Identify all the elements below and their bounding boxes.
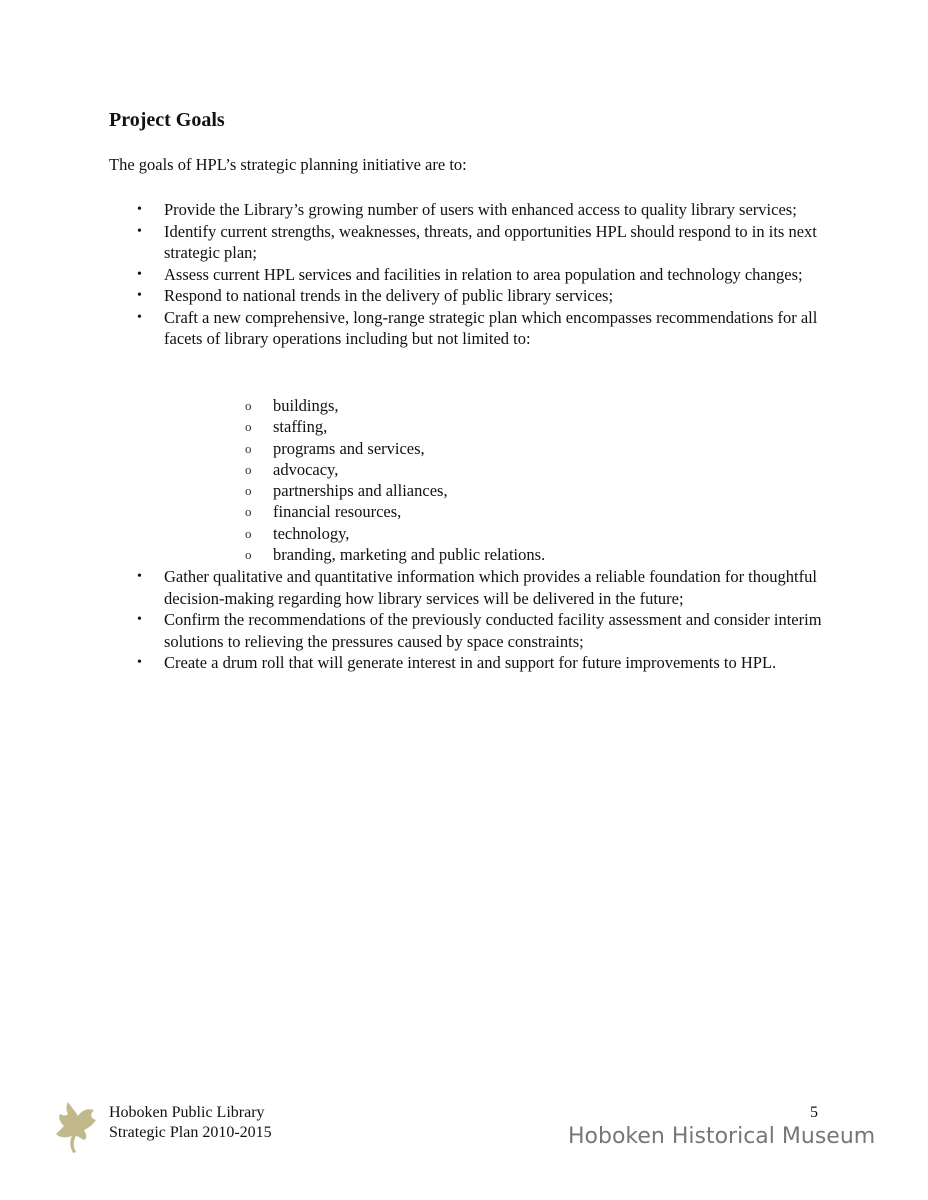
goal-text: Identify current strengths, weaknesses, threats, and opportunities HPL should respond to in its next strategic plan; bbox=[164, 221, 817, 262]
leaf-icon bbox=[54, 1098, 104, 1156]
goals-list-continued bbox=[109, 566, 829, 674]
goal-text: Gather qualitative and quantitative information which provides a reliable foundation for thoughtful decision-making regarding how library services will be delivered in the future; bbox=[164, 567, 817, 608]
circle-bullet-icon: o bbox=[245, 483, 252, 499]
footer-line-1: Hoboken Public Library bbox=[109, 1104, 265, 1121]
facet-text: partnerships and alliances, bbox=[273, 481, 448, 501]
goal-text: Respond to national trends in the delivery of public library services; bbox=[164, 286, 614, 305]
bullet-icon: • bbox=[137, 288, 142, 303]
facets-sublist bbox=[164, 395, 824, 565]
goal-text: Create a drum roll that will generate interest in and support for future improvements to HPL. bbox=[164, 653, 777, 672]
bullet-icon: • bbox=[137, 569, 142, 584]
goal-text: Craft a new comprehensive, long-range strategic plan which encompasses recommendations for all facets of library operations including but not limited to: bbox=[164, 307, 818, 348]
facet-item bbox=[164, 416, 824, 437]
facet-item bbox=[164, 480, 824, 501]
facet-item bbox=[164, 438, 824, 459]
facet-item bbox=[164, 459, 824, 480]
goal-text: Confirm the recommendations of the previously conducted facility assessment and consider interim solutions to relieving the pressures caused by space constraints; bbox=[164, 610, 822, 651]
footer-title bbox=[109, 1103, 272, 1143]
goal-item bbox=[109, 221, 829, 264]
goal-item bbox=[109, 199, 829, 221]
bullet-icon: • bbox=[137, 223, 142, 239]
goal-item bbox=[109, 307, 829, 350]
circle-bullet-icon: o bbox=[245, 547, 252, 563]
page-title: Project Goals bbox=[109, 109, 225, 131]
goals-list bbox=[109, 199, 829, 350]
facet-text: advocacy, bbox=[273, 459, 339, 479]
circle-bullet-icon: o bbox=[245, 419, 252, 435]
facet-item bbox=[164, 523, 824, 544]
bullet-icon: • bbox=[137, 202, 142, 217]
circle-bullet-icon: o bbox=[245, 398, 252, 413]
page-number: 5 bbox=[810, 1104, 818, 1121]
goal-item bbox=[109, 652, 829, 674]
bullet-icon: • bbox=[137, 266, 142, 282]
bullet-icon: • bbox=[137, 309, 142, 325]
facet-text: buildings, bbox=[273, 396, 339, 415]
facet-text: technology, bbox=[273, 523, 350, 543]
bullet-icon: • bbox=[137, 612, 142, 627]
watermark: Hoboken Historical Museum bbox=[568, 1124, 876, 1149]
goal-item bbox=[109, 566, 829, 609]
facet-text: staffing, bbox=[273, 417, 328, 437]
facet-text: financial resources, bbox=[273, 502, 402, 522]
circle-bullet-icon: o bbox=[245, 525, 252, 541]
goal-item bbox=[109, 285, 829, 307]
intro-paragraph: The goals of HPL’s strategic planning initiative are to: bbox=[109, 155, 467, 174]
facet-text: branding, marketing and public relations. bbox=[273, 545, 546, 565]
circle-bullet-icon: o bbox=[245, 440, 252, 456]
bullet-icon: • bbox=[137, 655, 142, 670]
facet-text: programs and services, bbox=[273, 438, 425, 458]
goal-text: Provide the Library’s growing number of users with enhanced access to quality library services; bbox=[164, 200, 797, 219]
circle-bullet-icon: o bbox=[245, 461, 252, 477]
goal-item bbox=[109, 609, 829, 652]
footer-line-2: Strategic Plan 2010-2015 bbox=[109, 1124, 272, 1141]
facet-item bbox=[164, 395, 824, 416]
goal-item bbox=[109, 264, 829, 286]
goal-text: Assess current HPL services and facilities in relation to area population and technology changes; bbox=[164, 264, 803, 284]
facet-item bbox=[164, 544, 824, 565]
circle-bullet-icon: o bbox=[245, 504, 252, 520]
facet-item bbox=[164, 501, 824, 522]
